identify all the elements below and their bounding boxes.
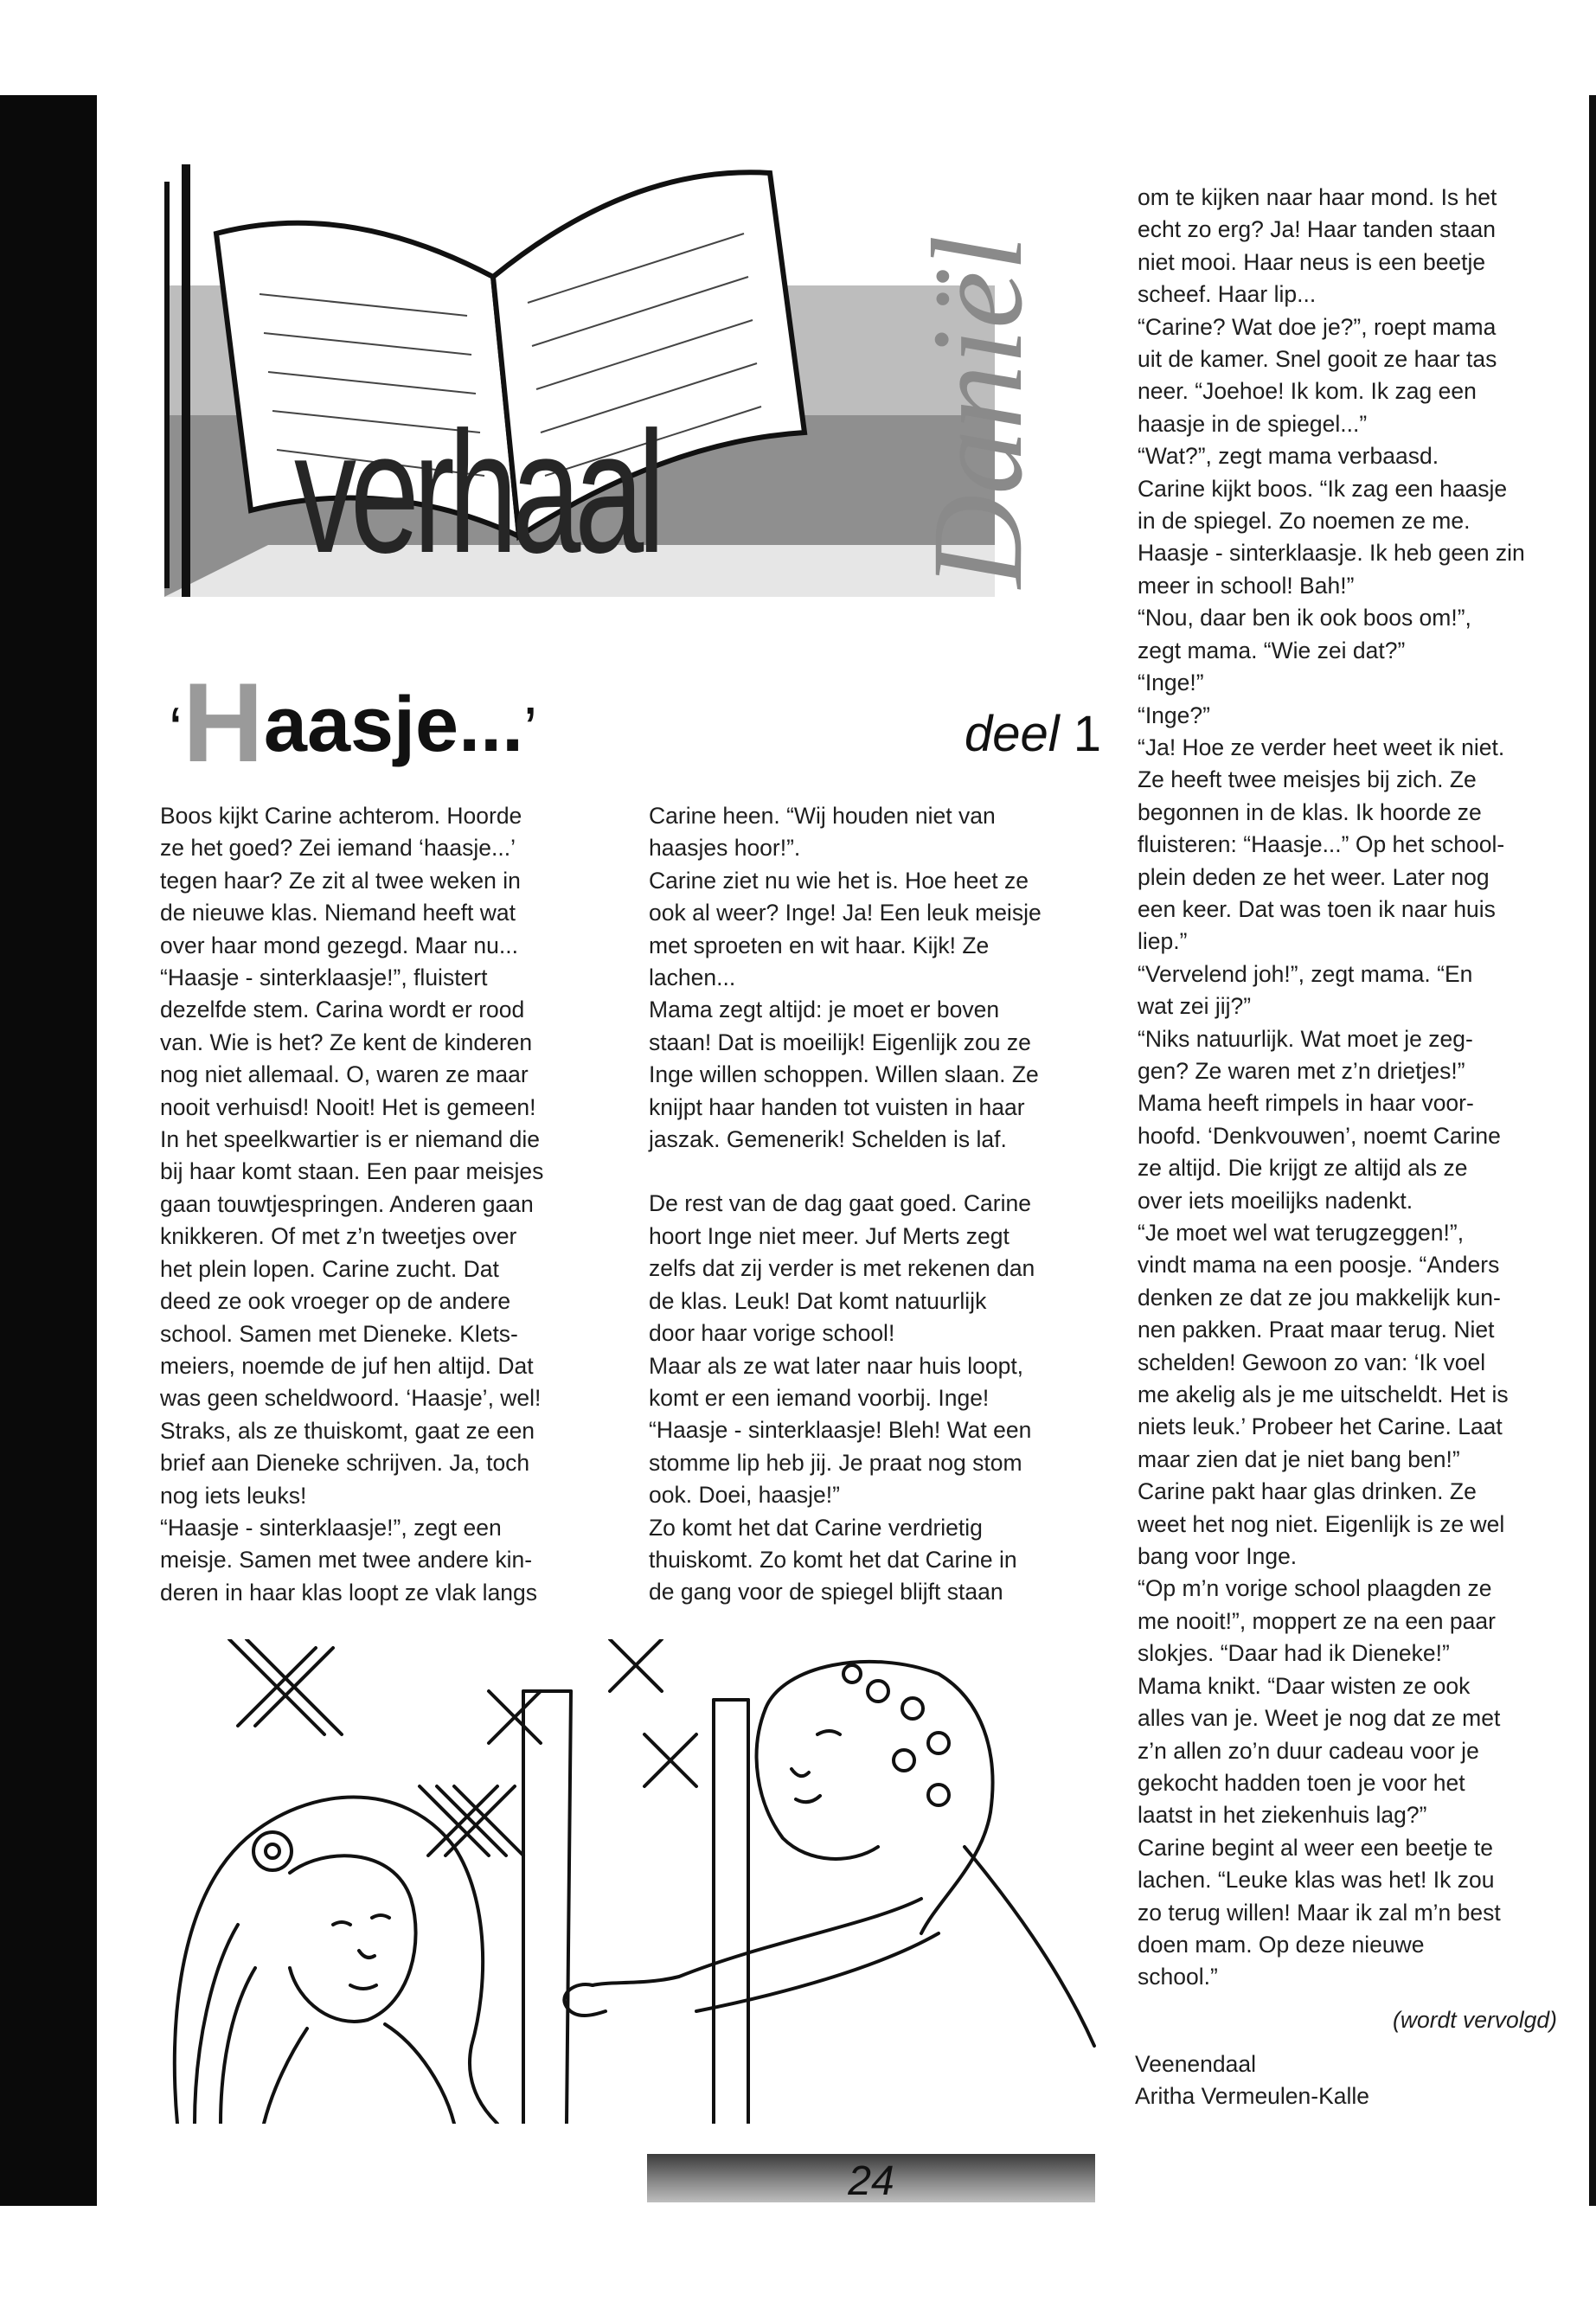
section-title: verhaal [294, 396, 659, 589]
author-name: Aritha Vermeulen-Kalle [1135, 2083, 1370, 2110]
column-2-text-b: De rest van de dag gaat goed. Carine hoort Inge niet meer. Juf Merts zegt zelfs dat zij verder is met rekenen dan de klas. Leuk! Dat komt natuurlijk door haar vorige school! Maar als ze wat later naar huis loopt, komt er een iemand voorbij. Inge! “Haasje - sinterklaasje! Bleh! Wat een stomme lip heb jij. Je praat nog stom ook. Doei, haasje!” Zo komt het dat Carine verdrietig thuiskomt. Zo komt het dat Carine in de gang voor de spiegel blijft staan [649, 1190, 1035, 1606]
story-illustration [160, 1639, 1103, 2124]
column-1-text: Boos kijkt Carine achterom. Hoorde ze het goed? Zei iemand ‘haasje...’ tegen haar? Ze zit al twee weken in de nieuwe klas. Niemand heeft wat over haar mond gezegd. Maar nu... “Haasje - sinterklaasje!”, fluistert dezelfde stem. Carina wordt er rood van. Wie is het? Ze kent de kinderen nog niet allemaal. O, waren ze maar nooit verhuisd! Nooit! Het is gemeen! In het speelkwartier is er niemand die bij haar komt staan. Een paar meisjes gaan touwtjespringen. Anderen gaan knikkeren. Of met z’n tweetjes over het plein lopen. Carine zucht. Dat deed ze ook vroeger op de andere school. Samen met Dieneke. Klets- meiers, noemde de juf hen altijd. Dat was geen scheldwoord. ‘Haasje’, wel! Straks, als ze thuiskomt, gaat ze een brief aan Dieneke schrijven. Ja, toch nog iets leuks! “Haasje - sinterklaasje!”, zegt een meisje. Samen met twee andere kin- deren in haar klas loopt ze vlak langs [160, 803, 544, 1606]
svg-text:Daniël: Daniël [906, 234, 1049, 588]
title-quote-close: ’ [523, 695, 538, 765]
title-quote-open: ‘ [169, 695, 183, 765]
text-column-3 [1138, 182, 1587, 1994]
story-title [169, 659, 538, 785]
scan-right-edge [1589, 95, 1596, 2206]
title-initial: H [183, 659, 264, 785]
author-block [1135, 2048, 1369, 2113]
scan-binding-edge [0, 95, 97, 2206]
text-column-2 [649, 800, 1099, 1609]
column-2-text-a: Carine heen. “Wij houden niet van haasjes hoor!”. Carine ziet nu wie het is. Hoe heet ze ook al weer? Inge! Ja! Een leuk meisje met sproeten en wit haar. Kijk! Ze lachen... Mama zegt altijd: je moet er boven staan! Dat is moeilijk! Eigenlijk zou ze Inge willen schoppen. Willen slaan. Ze knijpt haar handen tot vuisten in haar jaszak. Gemenerik! Schelden is laf. [649, 803, 1042, 1153]
part-label [965, 706, 1102, 762]
title-text: aasje... [263, 682, 524, 768]
continued-note: (wordt vervolgd) [1393, 2007, 1557, 2033]
part-number: 1 [1073, 706, 1102, 762]
part-word: deel [965, 706, 1060, 762]
author-place: Veenendaal [1135, 2051, 1257, 2077]
daniel-signature [891, 182, 1064, 597]
text-column-1 [160, 800, 606, 1609]
page-number: 24 [848, 2158, 894, 2204]
column-3-text: om te kijken naar haar mond. Is het echt zo erg? Ja! Haar tanden staan niet mooi. Haar neus is een beetje scheef. Haar lip... “Carine? Wat doe je?”, roept mama uit de kamer. Snel gooit ze haar tas neer. “Joehoe! Ik kom. Ik zag een haasje in de spiegel...” “Wat?”, zegt mama verbaasd. Carine kijkt boos. “Ik zag een haasje in de spiegel. Zo noemen ze me. Haasje - sinterklaasje. Ik heb geen zin meer in school! Bah!” “Nou, daar ben ik ook boos om!”, zegt mama. “Wie zei dat?” “Inge!” “Inge?” “Ja! Hoe ze verder heet weet ik niet. Ze heeft twee meisjes bij zich. Ze begonnen in de klas. Ik hoorde ze fluisteren: “Haasje...” Op het school- plein deden ze het weer. Later nog een keer. Dat was toen ik naar huis liep.” “Vervelend joh!”, zegt mama. “En wat zei jij?” “Niks natuurlijk. Wat moet je zeg- gen? Ze waren met z’n drietjes!” Mama heeft rimpels in haar voor- hoofd. ‘Denkvouwen’, noemt Carine ze altijd. Die krijgt ze altijd als ze over iets moeilijks nadenkt. “Je moet wel wat terugzeggen!”, vindt mama na een poosje. “Anders denken ze dat ze jou makkelijk kun- nen pakken. Praat maar terug. Niet schelden! Gewoon zo van: ‘Ik voel me akelig als je me uitscheldt. Het is niets leuk.’ Probeer het Carine. Laat maar zien dat je niet bang ben!” Carine pakt haar glas drinken. Ze weet het nog niet. Eigenlijk is ze wel bang voor Inge. “Op m’n vorige school plaagden ze me nooit!”, moppert ze na een paar slokjes. “Daar had ik Dieneke!” Mama knikt. “Daar wisten ze ook alles van je. Weet je nog dat ze met z’n allen zo’n duur cadeau voor je gekocht hadden toen je voor het laatst in het ziekenhuis lag?” Carine begint al weer een beetje te lachen. “Leuke klas was het! Ik zou zo terug willen! Maar ik zal m’n best doen mam. Op deze nieuwe school.” [1138, 184, 1525, 1990]
